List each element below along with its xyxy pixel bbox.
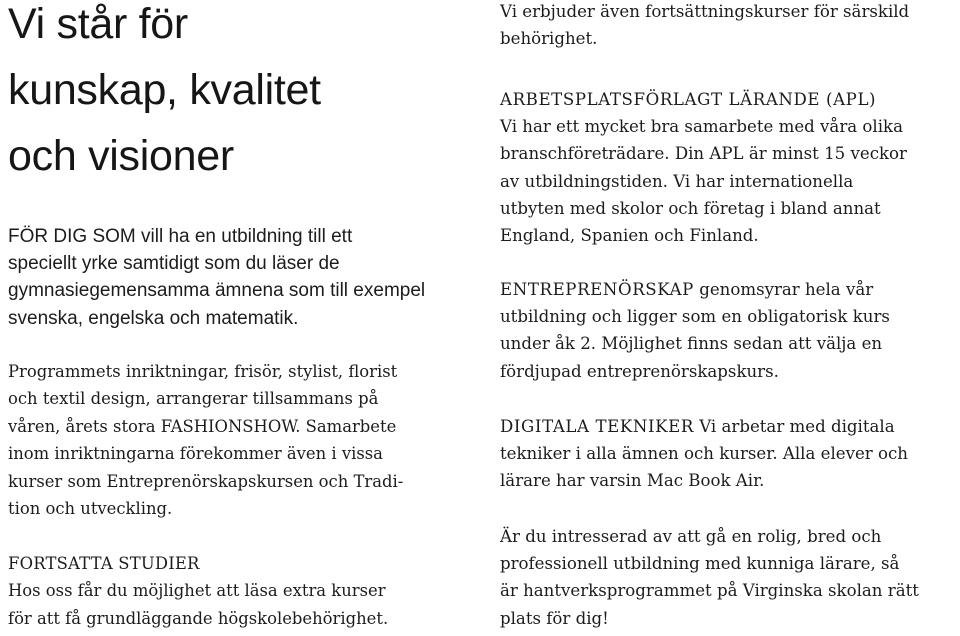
closing-line-1: Är du intresserad av att gå en rolig, bred och	[500, 527, 882, 546]
intro-line-4: svenska, engelska och matematik.	[8, 307, 299, 329]
digital-line-1	[500, 413, 908, 440]
headline-block	[8, 0, 321, 189]
apl-paragraph	[500, 86, 907, 249]
apl-line-5: England, Spanien och Finland.	[500, 226, 759, 246]
entrepreneurship-line-3: under åk 2. Möjlighet finns sedan att välja en	[500, 334, 883, 354]
program-line-2: och textil design, arrangerar tillsammans på	[8, 389, 379, 409]
apl-heading: ARBETSPLATSFÖRLAGT LÄRANDE (APL)	[500, 90, 877, 109]
program-line-5: kurser som Entreprenörskapskursen och Tradi-	[8, 471, 404, 491]
closing-line-3: är hantverksprogrammet på Virginska skolan rätt	[500, 581, 919, 601]
program-line-4: inom inriktningarna förekommer även i vissa	[8, 444, 383, 464]
intro-line-2: speciellt yrke samtidigt som du läser de	[8, 253, 340, 275]
digital-line-3: lärare har varsin Mac Book Air.	[500, 471, 765, 491]
apl-line-3: av utbildningstiden. Vi har internationella	[500, 171, 854, 191]
headline-line-2: kunskap, kvalitet	[8, 66, 321, 114]
apl-line-1: Vi har ett mycket bra samarbete med våra olika	[500, 117, 903, 137]
headline-line-3: och visioner	[8, 132, 234, 180]
continuation-line-1: Vi erbjuder även fortsättningskurser för särskild	[500, 2, 910, 21]
closing-paragraph	[500, 523, 919, 632]
studies-line-2: för att få grundläggande högskolebehörighet.	[8, 608, 389, 628]
closing-line-2: professionell utbildning med kunniga lärare, så	[500, 554, 900, 574]
entrepreneurship-paragraph	[500, 276, 890, 385]
continuation-paragraph	[500, 0, 909, 52]
studies-paragraph	[8, 550, 388, 632]
digital-lead: DIGITALA TEKNIKER	[500, 417, 694, 436]
headline-line-1: Vi står för	[8, 0, 188, 48]
entrepreneurship-line-1	[500, 276, 890, 303]
entrepreneurship-line-2: utbildning och ligger som en obligatorisk kurs	[500, 307, 890, 327]
program-line-6: tion och utveckling.	[8, 499, 173, 519]
program-paragraph	[8, 358, 403, 522]
digital-line-2: tekniker i alla ämnen och kurser. Alla elever och	[500, 444, 908, 464]
program-line-3: våren, årets stora FASHIONSHOW. Samarbete	[8, 416, 397, 436]
intro-line-3: gymnasiegemensamma ämnena som till exempel	[8, 280, 426, 302]
digital-paragraph	[500, 413, 908, 495]
program-line-1: Programmets inriktningar, frisör, stylist, florist	[8, 362, 398, 381]
digital-line-1-rest: Vi arbetar med digitala	[693, 417, 895, 436]
entrepreneurship-line-4: fördjupad entreprenörskapskurs.	[500, 361, 779, 381]
page-headline	[8, 0, 321, 189]
entrepreneurship-lead: ENTREPRENÖRSKAP	[500, 280, 694, 299]
studies-heading: FORTSATTA STUDIER	[8, 554, 200, 573]
apl-line-4: utbyten med skolor och företag i bland annat	[500, 198, 881, 218]
intro-line-1: FÖR DIG SOM vill ha en utbildning till ett	[8, 226, 353, 247]
intro-paragraph	[8, 223, 425, 332]
apl-line-2: branschföreträdare. Din APL är minst 15 veckor	[500, 144, 907, 164]
entrepreneurship-line-1-rest: genomsyrar hela vår	[693, 280, 874, 299]
closing-line-4: plats för dig!	[500, 608, 609, 628]
studies-line-1: Hos oss får du möjlighet att läsa extra kurser	[8, 581, 386, 601]
continuation-line-2: behörighet.	[500, 29, 598, 49]
